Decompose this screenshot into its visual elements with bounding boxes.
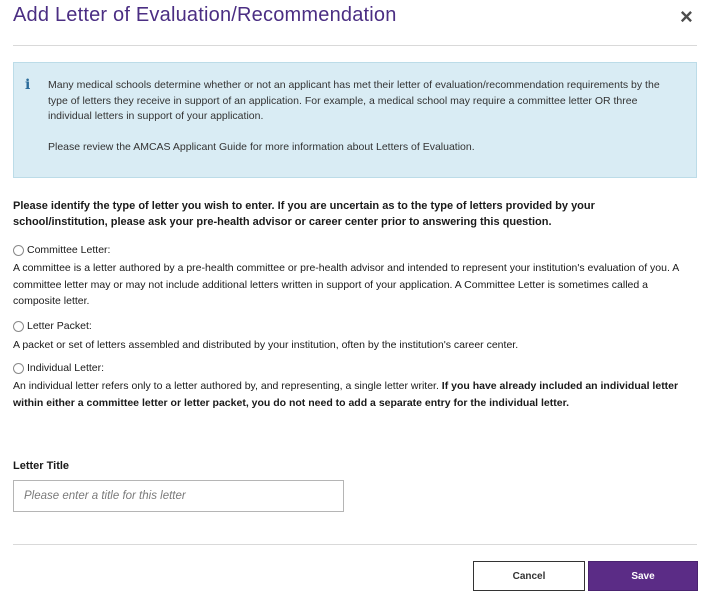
individual-letter-text: An individual letter refers only to a letter authored by, and representing, a single letter writer. [13,380,442,392]
letter-type-question: Please identify the type of letter you wish to enter. If you are uncertain as to the type of letters provided by your school/institution, please ask your pre-health advisor or career center prior to answering this question. [13,200,595,228]
radio-letter-packet[interactable] [13,320,92,332]
letter-packet-description: A packet or set of letters assembled and distributed by your institution, often by the institution's career center. [13,339,519,351]
letter-title-input[interactable] [13,480,344,512]
radio-button[interactable] [13,245,24,256]
radio-button[interactable] [13,363,24,374]
info-icon: i [25,77,31,93]
modal-title: Add Letter of Evaluation/Recommendation [13,4,397,26]
header-divider [13,45,697,46]
save-button[interactable]: Save [588,561,698,591]
info-guide-note: Please review the AMCAS Applicant Guide for more information about Letters of Evaluation. [48,141,475,153]
close-icon[interactable]: × [680,4,693,29]
radio-label: Letter Packet: [27,320,92,332]
info-box [13,62,697,178]
footer-divider [13,544,697,545]
letter-title-label: Letter Title [13,460,70,472]
radio-label: Committee Letter: [27,244,111,256]
info-paragraph: Many medical schools determine whether or not an applicant has met their letter of evaluation/recommendation requirements by the type of letters they receive in support of an application. For example, a medical school may require a committee letter OR three individual letters in support of your application. [48,79,660,122]
committee-letter-description: A committee is a letter authored by a pre-health committee or pre-health advisor and intended to represent your institution's evaluation of you. A committee letter may or may not include additional letters written in support of your application. A Committee Letter is sometimes called a composite letter. [13,262,679,307]
radio-button[interactable] [13,321,24,332]
individual-letter-note: If you have already included an individual letter within either a committee letter or letter packet, you do not need to add a separate entry for the individual letter. [13,380,679,409]
radio-committee-letter[interactable] [13,244,110,256]
radio-individual-letter[interactable] [13,362,104,374]
radio-label: Individual Letter: [27,362,105,374]
cancel-button[interactable]: Cancel [473,561,585,591]
individual-letter-description [13,378,698,411]
